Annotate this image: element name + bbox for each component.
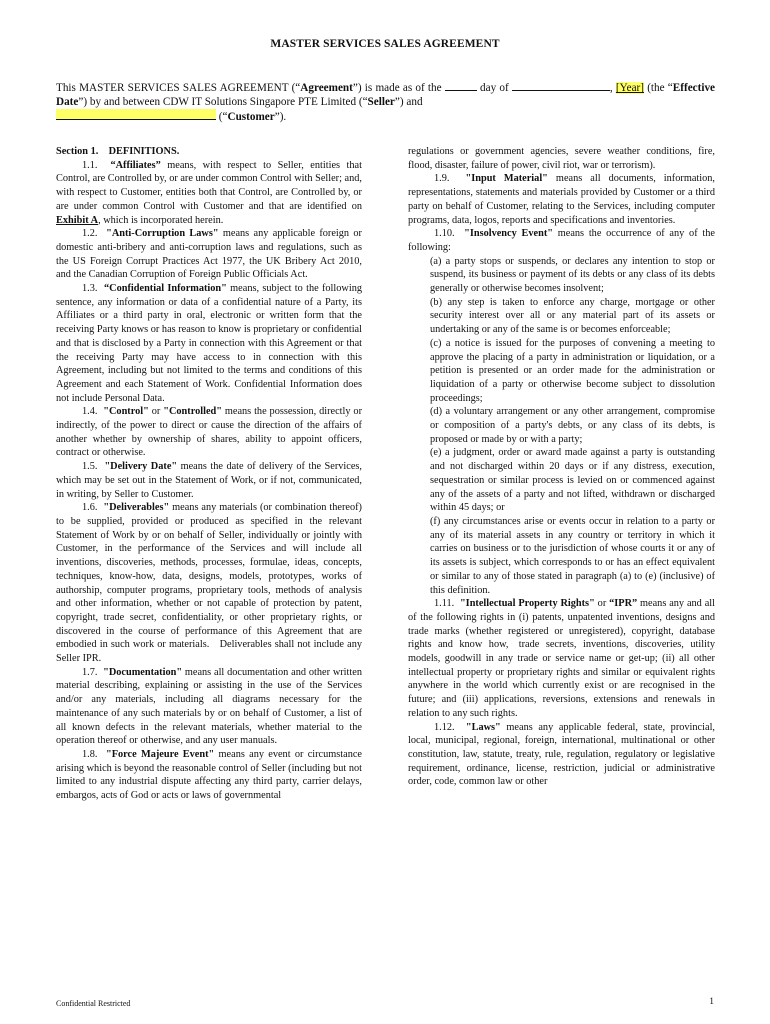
customer-name-blank[interactable] xyxy=(56,109,216,120)
definition-deliverables: 1.6. "Deliverables" means any materials (or combination thereof) to be supplied, provided or produced as specified in the relevant Statement of Work by or on behalf of Seller, individually or jointly with Customer, in the performance of the Services and will include all inventions, discoveries, methods, processes, formulae, ideas, concepts, techniques, know-how, data, designs, models, prototypes, works of authorship, computer programs, proprietary tools, methods of analysis and other information, whether or not capable of protection by patent, copyright, trade secret, confidentiality, or other proprietary rights, or discovered in the course of performance of this Agreement that are embodied in such work or materials. Deliverables shall not include any Seller IPR. xyxy=(56,502,362,665)
definition-documentation: 1.7. "Documentation" means all documentation and other written material describing, explaining or assisting in the use of the Services and/or any materials, including all diagrams necessary for the maintenance of any such materials by or on behalf of Customer, a list of all known defects in the relevant materials, whether material to the operation thereof or otherwise, and any user manuals. xyxy=(56,666,362,747)
definition-control: 1.4. "Control" or "Controlled" means the possession, directly or indirectly, of the power to direct or cause the direction of the affairs of another whether by ownership of shares, ability to appoint officers, contract or otherwise. xyxy=(56,406,362,459)
day-blank[interactable] xyxy=(445,80,477,91)
insolvency-item-d: (d) a voluntary arrangement or any other arrangement, compromise or composition of a party's debts, or any class of its debts, is proposed or made by or with a party; xyxy=(430,406,715,445)
definition-confidential-information: 1.3. “Confidential Information" means, subject to the following sentence, any information or data of a confidential nature of a Party, its Affiliates or a third party in oral, electronic or written form that the receiving Party knows or has reason to know is proprietary or confidential and that is disclosed by a Party in connection with this Agreement or that the receiving Party may have access to in connection with this Agreement, including but not limited to the terms and conditions of this Agreement and each Statement of Work. Confidential Information does not include Personal Data. xyxy=(56,283,362,404)
insolvency-item-c: (c) a notice is issued for the purposes of convening a meeting to approve the placing of a party in administration or liquidation, or a petition is presented or an order made for the administration or liquidation of a party or otherwise become subject to dissolution proceedings; xyxy=(430,337,715,404)
year-placeholder[interactable]: [Year] xyxy=(615,82,644,94)
effective-date-term: Effective Date xyxy=(56,82,716,109)
definition-affiliates: 1.1. “Affiliates” means, with respect to Seller, entities that Control, are Controlled by, or are under common Control with Seller; and, with respect to Customer, entities both that Control, are Controlled by, or are under common Control with Customer and that are identified on Exhibit A, which is incorporated herein. xyxy=(56,159,362,226)
intro-paragraph: This MASTER SERVICES SALES AGREEMENT (“Agreement”) is made as of the day of , [Year] (the “Effective Date”) by and between CDW IT Solutions Singapore PTE Limited (“Seller”) and (“Customer”). xyxy=(56,82,716,124)
exhibit-a-reference: Exhibit A xyxy=(56,214,99,226)
definition-intellectual-property-rights: 1.11. "Intellectual Property Rights" or “IPR” means any and all of the following rights in (i) patents, unpatented inventions, designs and trade marks (whether registered or unregistered), copyright, database rights and know how, trade secrets, inventions, discoveries, utility models, goodwill in any trade or service name or get-up; (ii) all other intellectual property or proprietary rights and similar or equivalent rights anywhere in the world which currently exist or are recognised in the future; and (iii) applications, reversions, extensions and renewals in relation to any such rights. xyxy=(408,598,715,719)
month-blank[interactable] xyxy=(512,80,610,91)
insolvency-item-e: (e) a judgment, order or award made against a party is outstanding and not discharged within 20 days or if any distress, execution, sequestration or similar process is levied on or commenced against any of the assets of a party and not lifted, withdrawn or discharged within 45 days; or xyxy=(430,447,715,514)
seller-term: Seller xyxy=(367,96,395,109)
insolvency-item-b: (b) any step is taken to enforce any charge, mortgage or other security interest over all or any material part of its assets or undertaking or any of the same is or becomes enforceable; xyxy=(430,296,715,336)
left-column xyxy=(56,145,362,975)
definition-laws: 1.12. "Laws" means any applicable federal, state, provincial, local, municipal, regional, foreign, international, multinational or other constitution, law, statute, treaty, rule, regulation, regulatory or legislative requirement, ordinance, license, restriction, judicial or administrative order, code, common law or other xyxy=(408,721,715,788)
page-number: 1 xyxy=(709,997,714,1007)
customer-term: Customer xyxy=(227,111,275,124)
right-column xyxy=(408,145,715,975)
definition-force-majeure-event: 1.8. "Force Majeure Event" means any event or circumstance arising which is beyond the reasonable control of Seller (including but not limited to any industrial dispute affecting any third party, carrier delays, embargos, acts of God or acts or laws of governmental xyxy=(56,748,362,802)
section-heading: Section 1. DEFINITIONS. xyxy=(56,146,180,157)
definition-input-material: 1.9. "Input Material" means all documents, information, representations, statements and materials provided by Customer or a third party on behalf of Customer, relating to the Services, including computer programs, data, logos, reports and specifications and inventories. xyxy=(408,173,715,226)
definition-anti-corruption-laws: 1.2. "Anti-Corruption Laws" means any applicable foreign or domestic anti-bribery and anti-corruption laws and regulations, such as the US Foreign Corrupt Practices Act 1977, the UK Bribery Act 2010, and the Canadian Corruption of Foreign Public Officials Act. xyxy=(56,228,362,281)
definition-delivery-date: 1.5. "Delivery Date" means the date of delivery of the Services, which may be set out in the Statement of Work, or if not, communicated, in writing, by Seller to Customer. xyxy=(56,461,362,500)
document-title: MASTER SERVICES SALES AGREEMENT xyxy=(270,38,500,50)
definition-force-majeure-continued: regulations or government agencies, severe weather conditions, fire, flood, disaster, failure of power, civil riot, war or terrorism). xyxy=(408,146,715,171)
insolvency-item-f: (f) any circumstances arise or events occur in relation to a party or any of its material assets in any country or territory in which it carries on business or to the jurisdiction of whose courts it or any of its assets is subject, which corresponds to or has an effect equivalent or similar to any of those stated in paragraph (a) to (e) (inclusive) of this definition. xyxy=(430,515,715,596)
agreement-term: Agreement xyxy=(300,82,353,94)
footer-confidentiality-label: Confidential Restricted xyxy=(56,999,131,1008)
insolvency-item-a: (a) a party stops or suspends, or declares any intention to stop or suspend, its business or payment of its debts or any class of its debts generally or otherwise becomes insolvent; xyxy=(430,255,715,295)
definition-insolvency-event: 1.10. "Insolvency Event" means the occurrence of any of the following: xyxy=(408,228,715,253)
